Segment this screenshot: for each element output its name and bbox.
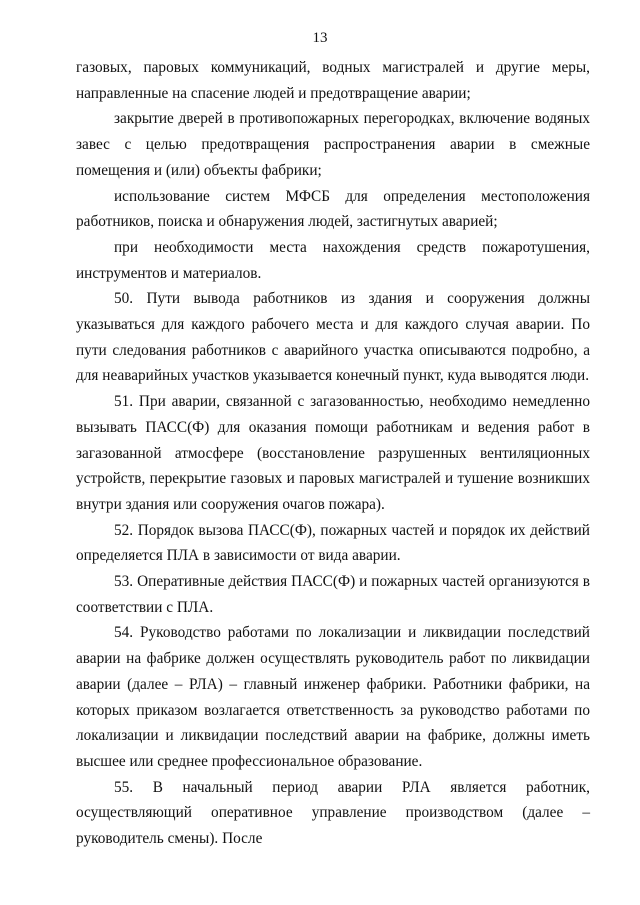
paragraph-list-item: использование систем МФСБ для определения местоположения работников, поиска и обнаружения людей, застигнутых аварией; <box>76 187 590 231</box>
paragraph-clause-53: 53. Оперативные действия ПАСС(Ф) и пожарных частей организуются в соответствии с ПЛА. <box>76 573 590 616</box>
paragraph-clause-55: 55. В начальный период аварии РЛА является работник, осуществляющий оперативное управление производством (далее – руководитель смены). После <box>76 778 590 848</box>
paragraph-list-item: при необходимости места нахождения средств пожаротушения, инструментов и материалов. <box>76 238 590 282</box>
document-body <box>76 55 590 852</box>
paragraph-continuation: газовых, паровых коммуникаций, водных магистралей и другие меры, направленные на спасение людей и предотвращение аварии; <box>76 59 590 102</box>
paragraph-clause-50: 50. Пути вывода работников из здания и сооружения должны указываться для каждого рабочего места и для каждого случая аварии. По пути следования работников с аварийного участка описываются подробно, а для неаварийных участков указывается конечный пункт, куда выводятся люди. <box>76 290 590 385</box>
page-number: 13 <box>312 30 328 46</box>
paragraph-list-item: закрытие дверей в противопожарных перегородках, включение водяных завес с целью предотвращения распространения аварии в смежные помещения и (или) объекты фабрики; <box>76 110 590 179</box>
paragraph-clause-51: 51. При аварии, связанной с загазованностью, необходимо немедленно вызывать ПАСС(Ф) для оказания помощи работникам и ведения работ в загазованной атмосфере (восстановление разрушенных вентиляционных устройств, перекрытие газовых и паровых магистралей и тушение возникших внутри здания или сооружения очагов пожара). <box>76 393 590 513</box>
paragraph-clause-54: 54. Руководство работами по локализации и ликвидации последствий аварии на фабрике должен осуществлять руководитель работ по ликвидации аварии (далее – РЛА) – главный инженер фабрики. Работники фабрики, на которых приказом возлагается ответственность за руководство работами по локализации и ликвидации последствий аварии на фабрике, должны иметь высшее или среднее профессиональное образование. <box>76 624 590 770</box>
paragraph-clause-52: 52. Порядок вызова ПАСС(Ф), пожарных частей и порядок их действий определяется ПЛА в зависимости от вида аварии. <box>76 521 590 565</box>
